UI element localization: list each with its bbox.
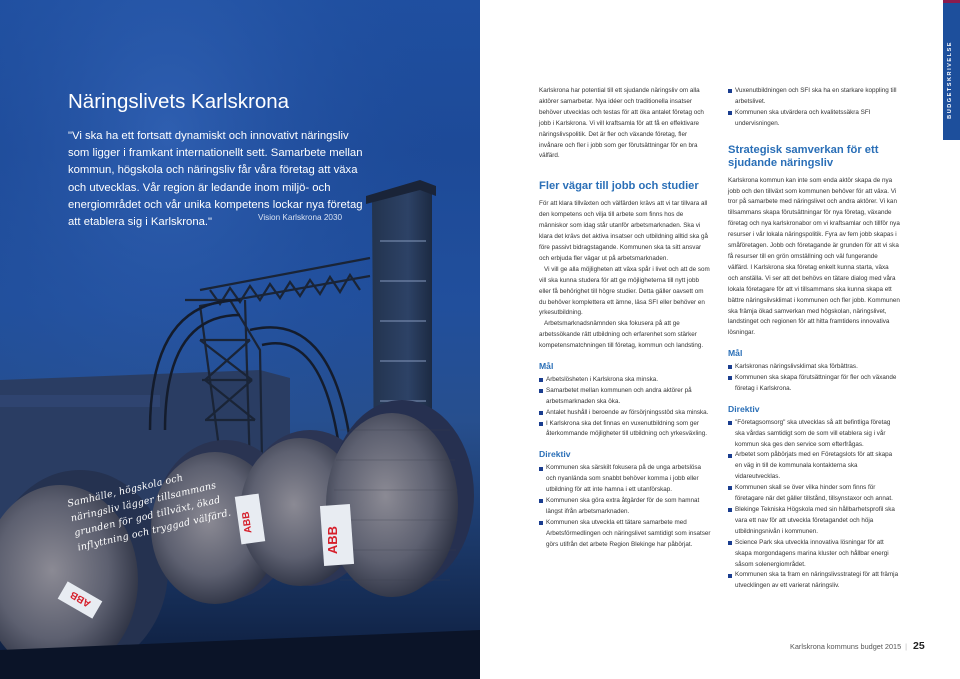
top-bullets — [728, 86, 900, 130]
footer-text: Karlskrona kommuns budget 2015 — [790, 642, 902, 651]
list-item: Kommunen ska skapa förutsättningar för fler och växande företag i Karlskrona. — [728, 373, 900, 395]
list-item: I Karlskrona ska det finnas en vuxenutbildning som ger återkommande möjligheter till utbildning och yrkesväxling. — [539, 419, 711, 441]
directives-heading: Direktiv — [539, 449, 571, 460]
page-footer: Karlskrona kommuns budget 2015 | 25 — [790, 640, 925, 652]
list-item: Kommunen ska utveckla ett tätare samarbete med Arbetsförmedlingen och näringslivet samtidigt som insatser görs utifrån det arbete Region Blekinge har påbörjat. — [539, 518, 711, 551]
handwritten-caption: Samhälle, högskola och näringsliv lägger tillsammans grunden för god tillväxt, ökad inflyttning och tryggad välfärd. — [66, 472, 233, 554]
jobs-heading: Fler vägar till jobb och studier — [539, 180, 699, 193]
directives-list — [539, 463, 711, 550]
list-item: Science Park ska utveckla innovativa lösningar för att skapa morgondagens marina kluster och hållbar energi såsom solenergiområdet. — [728, 538, 900, 571]
list-item: Kommunen ska göra extra åtgärder för de som hamnat längst ifrån arbetsmarknaden. — [539, 496, 711, 518]
jobs-paragraph-3: Arbetsmarknadsnämnden ska fokusera på att ge arbetssökande rätt utbildning och erfarenhet som stärker kompetensmatchningen till företag, kommun och landsting. — [539, 320, 704, 350]
list-item: Kommunen skall se över vilka hinder som finns för företagare när det gäller tillstånd, tillsynstaxor och annat. — [728, 483, 900, 505]
list-item: Kommunen ska utvärdera och kvalitetssäkra SFI undervisningen. — [728, 108, 900, 130]
list-item: Vuxenutbildningen och SFI ska ha en starkare koppling till arbetslivet. — [728, 86, 900, 108]
intro-paragraph: Karlskrona har potential till ett sjudande näringsliv om alla aktörer samarbetar. Nya idéer och traditionella insatser behöver utvecklas och testas för att öka antalet företag och jobb i Karlskrona. Vi vill kraftsamla för att få en effektivare näringslivspolitik. Det är fler och växande företag, fler invånare och fler i jobb som ger förutsättningar för en bra välfärd. — [539, 87, 704, 160]
list-item: Samarbetet mellan kommunen och andra aktörer på arbetsmarknaden ska öka. — [539, 386, 711, 408]
goals-list — [539, 375, 711, 440]
list-item: Antalet hushåll i beroende av försörjningsstöd ska minska. — [539, 408, 711, 419]
list-item: "Företagsomsorg" ska utvecklas så att befintliga företag ska vårdas samtidigt som de som vill etablera sig i vår kommun ska ges den service som efterfrågas. — [728, 418, 900, 451]
goals-heading-2: Mål — [728, 348, 743, 359]
left-page-heading: Näringslivets Karlskrona — [68, 90, 290, 113]
jobs-paragraph-1: För att klara tillväxten och välfärden krävs att vi tar tillvara all den kompetens och vilja till arbete som finns hos de människor som idag står utanför arbetsmarknaden. Ska vi klara det krävs det aktiva insatser och utbildning alltid ska gå före passivt bidragstagande. Kommunen ska ta sitt ansvar och erbjuda fler vägar ut på arbetsmarknaden. — [539, 200, 709, 262]
list-item: Blekinge Tekniska Högskola med sin hållbarhetsprofil ska vara ett nav för att utveckla företagandet och höja utbildningsnivån i kommunen. — [728, 505, 900, 538]
abb-logo: ABB — [325, 525, 340, 555]
svg-text:ABB: ABB — [68, 588, 93, 609]
svg-text:ABB: ABB — [240, 510, 255, 534]
goals-heading: Mål — [539, 361, 554, 372]
cooperation-paragraph: Karlskrona kommun kan inte som enda aktör skapa de nya jobb och den tillväxt som kommunen behöver för att växa. Vi tror på samarbete med näringslivet och andra aktörer. Vi kan tillsammans skapa förutsättningar för nya företag, växande företag och nya karlskronabor om vi kraftsamlar och tillför nya resurser i vår lokala näringspolitik. Fyra av fem jobb skapas i småföretagen. Jobb och företagande är grunden för att vi ska få resurser till en grön omställning och väl fungerande välfärd. I Karlskrona ska företag enkelt kunna starta, växa och anställa. Vi ser att det behövs en tätare dialog med våra lokala företagare för att vi tillsammans ska kunna skapa ett bättre näringslivsklimat i kommunen och fler jobb. Kommunen ska främja ökad samverkan med högskolan, näringslivet, landstinget och regionen för att hitta framtidens innovativa lösningar. — [728, 176, 900, 337]
section-tab-label: BUDGETSKRIVELSE — [947, 41, 953, 119]
column-1 — [539, 86, 711, 551]
column-2 — [728, 86, 900, 592]
section-tab — [943, 0, 960, 140]
text-page — [480, 0, 960, 679]
directives-heading-2: Direktiv — [728, 403, 760, 414]
list-item: Karlskronas näringslivsklimat ska förbättras. — [728, 362, 900, 373]
directives-list-2 — [728, 418, 900, 593]
cooperation-heading: Strategisk samverkan för ett sjudande näringsliv — [728, 143, 879, 169]
page-number: 25 — [913, 640, 925, 652]
list-item: Kommunen ska särskilt fokusera på de unga arbetslösa och nyanlända som snabbt behöver komma i jobb eller utbildning för att inte hamna i ett utanförskap. — [539, 463, 711, 496]
list-item: Arbetslösheten i Karlskrona ska minska. — [539, 375, 711, 386]
vision-quote: "Vi ska ha ett fortsatt dynamiskt och innovativt näringsliv som ligger i framkant internationellt sett. Samarbete mellan kommun, högskola och näringsliv får våra företag att växa och utvecklas. Vår region är ledande inom miljö- och energiområdet och vår unika kompetens lockar nya företag att etablera sig i Karlskrona." — [68, 130, 363, 229]
list-item: Arbetet som påbörjats med en Företagslots för att skapa en väg in till de kommunala kontakterna ska vidareutvecklas. — [728, 450, 900, 483]
list-item: Kommunen ska ta fram en näringslivsstrategi för att främja utvecklingen av ett varierat näringsliv. — [728, 570, 900, 592]
jobs-paragraph-2: Vi vill ge alla möjligheten att växa spår i livet och att de som vill ska kunna studera för att ge möjligheterna till nytt jobb eller få behörighet till högre studier. Detta gäller oavsett om du behöver komplettera ett ämne, läsa SFI eller behöver en yrkesutbildning. — [539, 265, 710, 317]
goals-list-2 — [728, 362, 900, 395]
quote-attribution: Vision Karlskrona 2030 — [258, 213, 343, 222]
